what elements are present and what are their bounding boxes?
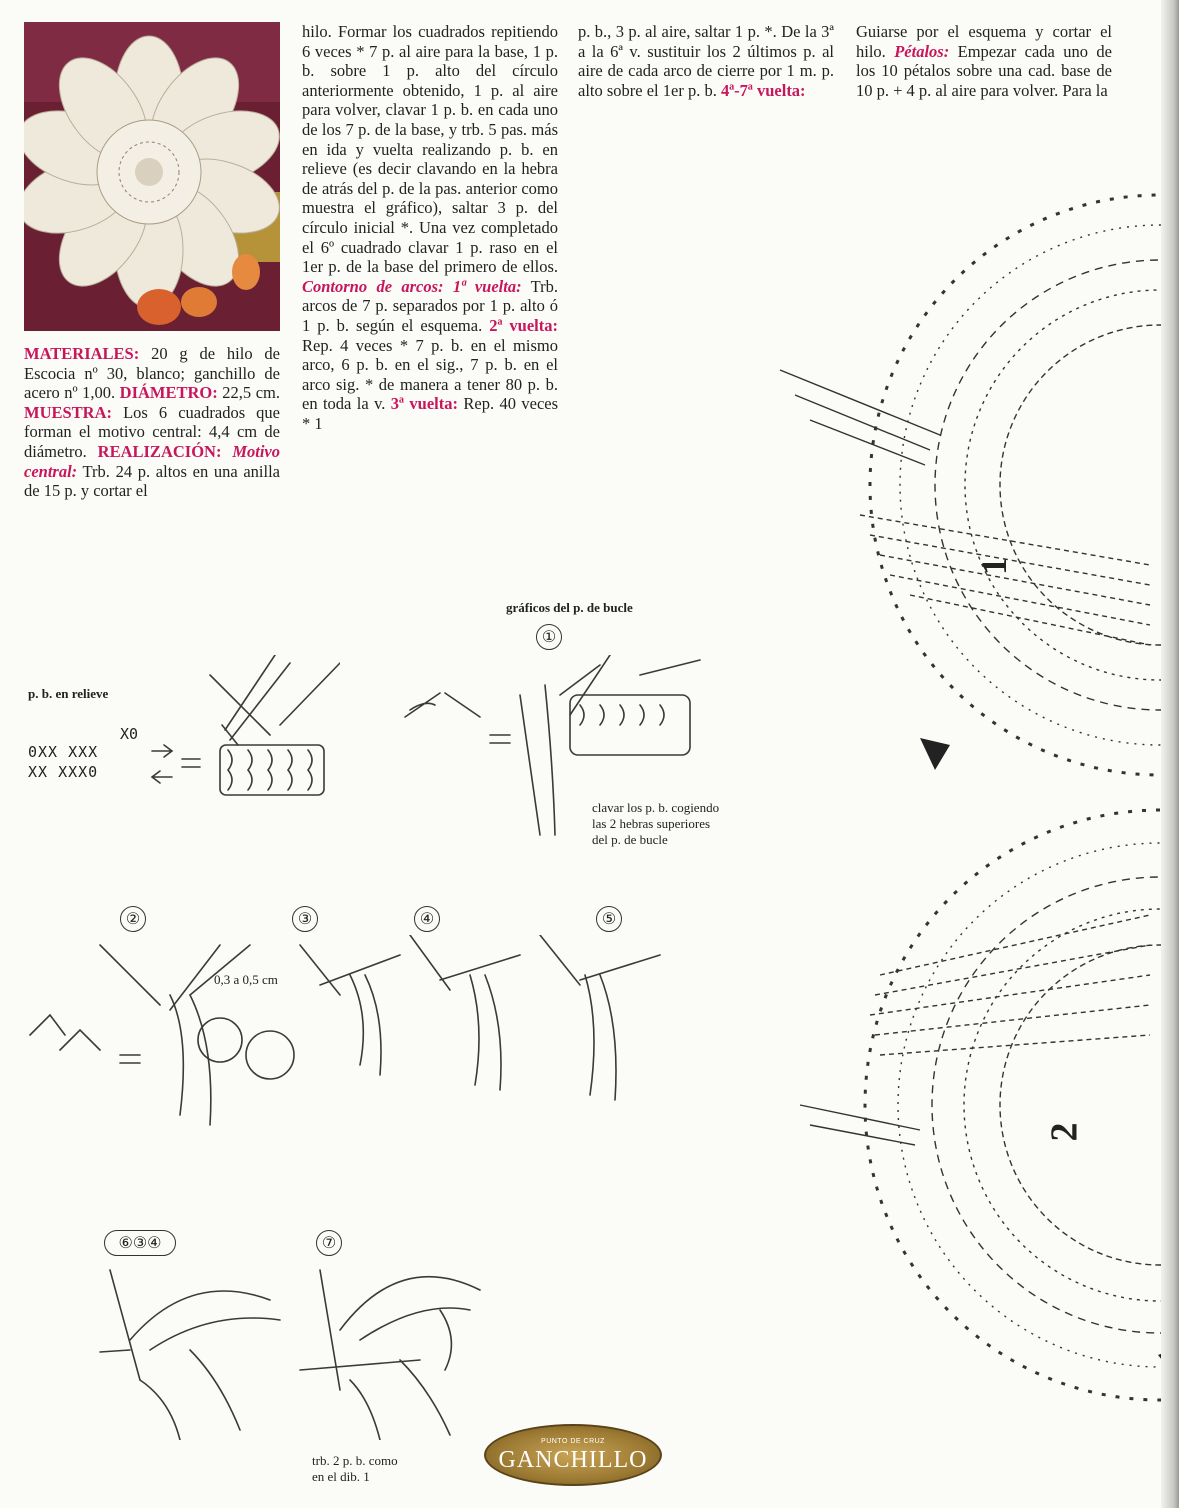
crochet-schematic [680, 185, 1179, 1508]
step-4-badge: ④ [414, 906, 440, 932]
relieve-illustration [150, 655, 340, 805]
relieve-symbol-row1: 0XX XXX [28, 743, 99, 761]
ganchillo-logo [484, 1424, 662, 1486]
bucle-note-3: del p. de bucle [592, 832, 668, 847]
schematic-1 [780, 195, 1179, 775]
realization-text: Trb. 24 p. altos en una anilla de 15 p. y cortar el [24, 461, 281, 501]
column-1 [24, 344, 280, 501]
round2-text: Rep. 4 veces * 7 p. b. en el mismo arco, 6 p. b. en el sig., 7 p. b. en el arco sig. * de manera a tener 80 p. b. en toda la v. [302, 335, 558, 414]
relieve-symbol-top: X0 [120, 725, 139, 743]
bucle-steps-illustration [20, 935, 680, 1175]
arcs-text: Trb. arcos de 7 p. separados por 1 p. alto ó 1 p. b. según el esquema. [302, 276, 558, 335]
realization-heading: REALIZACIÓN: [97, 441, 222, 461]
step-5-badge: ⑤ [596, 906, 622, 932]
rounds-3-6-text: p. b., 3 p. al aire, saltar 1 p. *. De la 3ª a la 6ª v. sustituir los 2 últimos p. al aire de cada arco de cierre por 1 m. p. alto sobre el 1er p. b. [578, 22, 834, 100]
doily-photo [24, 22, 280, 331]
relieve-title: p. b. en relieve [28, 686, 109, 701]
relieve-symbol-row2: XX XXX0 [28, 763, 99, 781]
column-2 [302, 22, 558, 433]
bucle-steps-6-7-illustration [90, 1260, 540, 1440]
logo-name: GANCHILLO [498, 1447, 648, 1473]
round3-text: Rep. 40 veces * 1 [302, 394, 559, 433]
guide-text: Guiarse por el esquema y cortar el hilo. [856, 22, 1112, 61]
bucle-title: gráficos del p. de bucle [506, 600, 633, 615]
materials-text: 20 g de hilo de Escocia nº 30, blanco; ganchillo de acero nº 1,00. [24, 344, 280, 403]
chart-number-2: 2 [1043, 1122, 1086, 1142]
step-1-badge: ① [536, 624, 562, 650]
column-4 [856, 22, 1112, 100]
diameter-text: 22,5 cm. [222, 383, 280, 403]
bucle-note-1: clavar los p. b. cogiendo [592, 800, 720, 815]
bucle-note-2: las 2 hebras superiores [592, 816, 711, 831]
schematic-2 [800, 810, 1179, 1400]
measure-label: 0,3 a 0,5 cm [214, 972, 278, 987]
chart-number-1: 1 [974, 557, 1014, 575]
start-arrow-1 [920, 738, 950, 770]
round2-heading: 2ª vuelta: [489, 315, 558, 335]
logo-subtitle: PUNTO DE CRUZ [541, 1438, 605, 1445]
diameter-heading: DIÁMETRO: [119, 383, 218, 403]
trb-note-1: trb. 2 p. b. como [312, 1453, 398, 1468]
sample-text: Los 6 cuadrados que forman el motivo central: 4,4 cm de diámetro. [24, 402, 281, 461]
page-binding-edge [1161, 0, 1179, 1508]
round3-heading: 3ª vuelta: [390, 394, 458, 414]
arcs-heading: Contorno de arcos: 1ª vuelta: [302, 276, 522, 296]
column-3 [578, 22, 834, 100]
step-7-badge: ⑦ [316, 1230, 342, 1256]
step-6-badge: ⑥③④ [104, 1230, 176, 1256]
squares-text: hilo. Formar los cuadrados repitiendo 6 veces * 7 p. al aire para la base, 1 p. b. sobre 1 p. alto del círculo anteriormente obtenido, 1 p. al aire para volver, clavar 1 p. b. en cada uno de los 7 p. de la base, y trb. 5 pas. más en ida y vuelta realizando p. b. en relieve (es decir clavando en la hebra de atrás del p. de la pas. anterior como muestra el gráfico), saltar 3 p. del círculo inicial *. Una vez completado el 6º cuadrado clavar 1 p. raso en el 1er p. de la base del primero de ellos. [302, 22, 558, 277]
sample-heading: MUESTRA: [24, 402, 113, 422]
trb-note-2: en el dib. 1 [312, 1469, 370, 1484]
petals-heading: Pétalos: [894, 41, 950, 61]
doily-illustration [24, 22, 280, 331]
step-2-badge: ② [120, 906, 146, 932]
round4-7-heading: 4ª-7ª vuelta: [720, 80, 806, 100]
central-motif-heading: Motivo central: [24, 441, 281, 481]
materials-heading: MATERIALES: [24, 344, 140, 363]
petals-text: Empezar cada uno de los 10 pétalos sobre una cad. base de 10 p. + 4 p. al aire para volver. Para la [856, 41, 1112, 100]
step-3-badge: ③ [292, 906, 318, 932]
